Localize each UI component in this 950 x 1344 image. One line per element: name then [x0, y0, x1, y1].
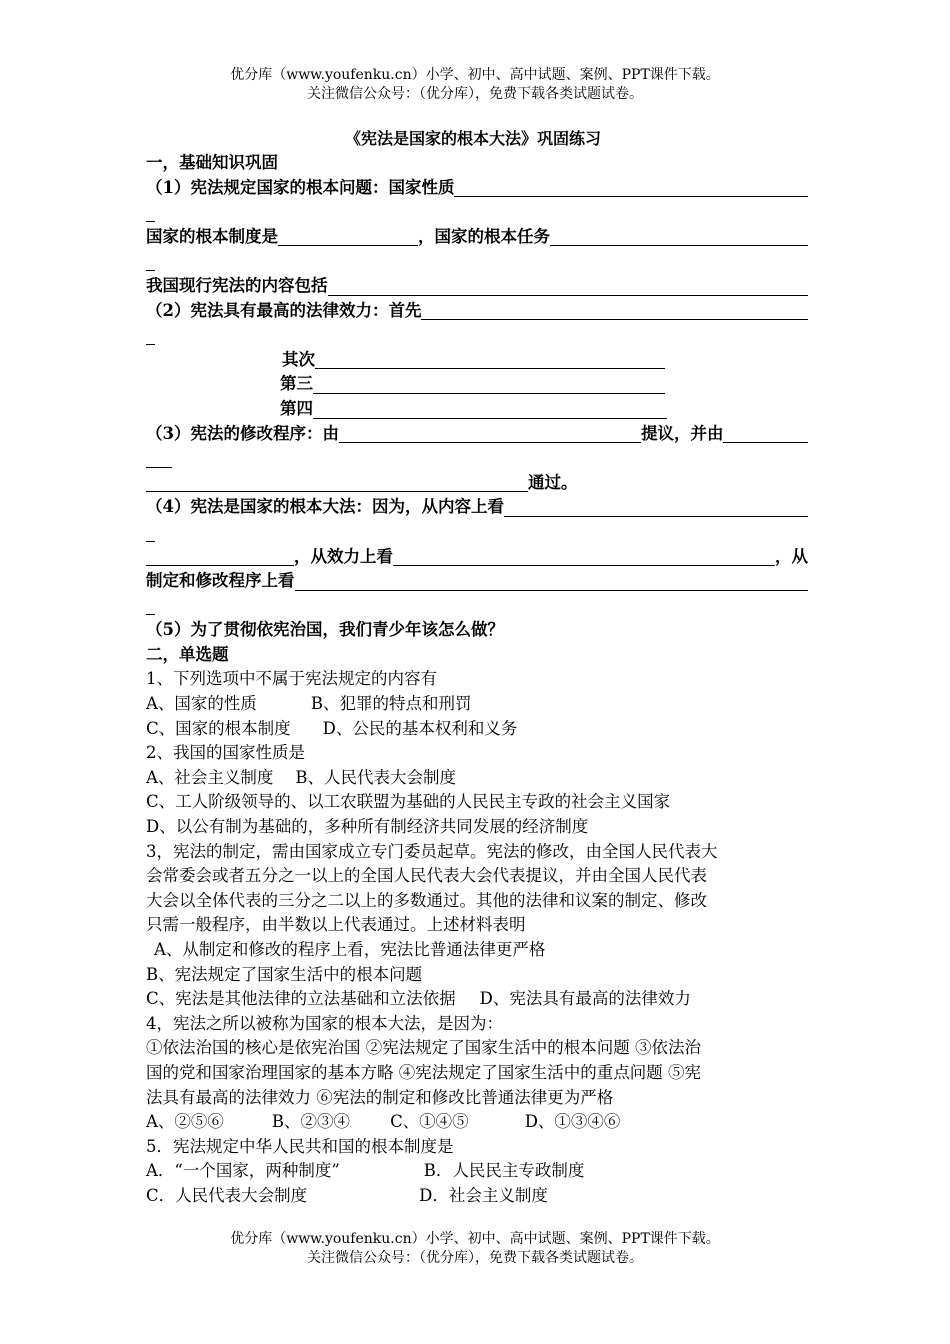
mc4-option-b[interactable]: B、②③④	[271, 1112, 351, 1132]
answer-blank[interactable]	[550, 226, 808, 246]
worksheet-title: 《宪法是国家的根本大法》巩固练习	[344, 129, 601, 148]
footer-line-1: 优分库（www.youfenku.cn）小学、初中、高中试题、案例、PPT课件下载。	[230, 1231, 720, 1247]
q3a-text: （3）宪法的修改程序：由	[146, 423, 339, 443]
mc2-option-d[interactable]: D、以公有制为基础的，多种所有制经济共同发展的经济制度	[146, 817, 589, 837]
mc3-option-c[interactable]: C、宪法是其他法律的立法基础和立法依据	[146, 989, 456, 1009]
mc4-option-d[interactable]: D、①③④⑥	[524, 1112, 621, 1132]
mc5-option-a[interactable]: A．“一个国家，两种制度”	[146, 1161, 340, 1181]
q2b-text: 其次	[282, 349, 315, 369]
q1b-mid-text: ，国家的根本任务	[418, 226, 550, 246]
q4b-line	[146, 545, 808, 570]
answer-blank[interactable]	[504, 497, 808, 517]
q3a-mid-text: 提议，并由	[640, 423, 724, 443]
answer-blank[interactable]	[315, 349, 665, 369]
mc3-option-a[interactable]: A、从制定和修改的程序上看，宪法比普通法律更严格	[154, 940, 546, 959]
q2c-line	[146, 372, 808, 397]
q2a-text: （2）宪法具有最高的法律效力：首先	[146, 300, 422, 320]
q1a-text: （1）宪法规定国家的根本问题：国家性质	[146, 177, 455, 197]
answer-blank[interactable]	[328, 276, 809, 296]
q3b-text: 通过。	[528, 472, 578, 492]
q1c-line	[146, 274, 808, 299]
blank-stub-line	[146, 249, 808, 274]
answer-blank[interactable]	[393, 546, 775, 566]
blank-stub-line	[146, 200, 808, 225]
mc1-option-b[interactable]: B、犯罪的特点和刑罚	[310, 694, 472, 714]
q5-line: （5）为了贯彻依宪治国，我们青少年该怎么做？	[146, 620, 504, 640]
mc5-options-ab	[146, 1159, 808, 1184]
q1a-line	[146, 176, 808, 201]
answer-blank-stub[interactable]	[146, 522, 155, 542]
q1b-line	[146, 225, 808, 250]
q3b-line	[146, 471, 808, 496]
mc3-option-d[interactable]: D、宪法具有最高的法律效力	[479, 989, 691, 1009]
mc4-statements-1: ①依法治国的核心是依宪治国 ②宪法规定了国家生活中的根本问题 ③依法治	[146, 1038, 701, 1058]
q4a-text: （4）宪法是国家的根本大法：因为，从内容上看	[146, 497, 504, 517]
mc1-options-cd	[146, 717, 808, 742]
q4c-line	[146, 569, 808, 594]
page-footer	[0, 1230, 950, 1268]
mc5-option-b[interactable]: B．人民民主专政制度	[423, 1161, 585, 1181]
mc3-stem-4: 只需一般程序，由半数以上代表通过。上述材料表明	[146, 915, 526, 935]
mc1-stem: 1、下列选项中不属于宪法规定的内容有	[146, 669, 437, 689]
mc4-options	[146, 1110, 808, 1135]
mc4-stem: 4，宪法之所以被称为国家的根本大法，是因为：	[146, 1013, 503, 1033]
mc2-option-b[interactable]: B、人民代表大会制度	[295, 767, 457, 787]
mc3-stem-1: 3，宪法的制定，需由国家成立专门委员起草。宪法的修改，由全国人民代表大	[146, 841, 718, 861]
q4a-line	[146, 495, 808, 520]
answer-blank[interactable]	[146, 546, 294, 566]
q2c-text: 第三	[280, 374, 313, 394]
mc1-option-c[interactable]: C、国家的根本制度	[146, 718, 291, 738]
mc3-stem-2: 会常委会或者五分之一以上的全国人民代表大会代表提议，并由全国人民代表	[146, 866, 707, 886]
mc4-option-c[interactable]: C、①④⑤	[390, 1112, 469, 1132]
q1c-text: 我国现行宪法的内容包括	[146, 275, 328, 295]
mc1-option-a[interactable]: A、国家的性质	[146, 694, 257, 714]
mc4-statements-3: 法具有最高的法律效力 ⑥宪法的制定和修改比普通法律更为严格	[146, 1087, 614, 1107]
answer-blank[interactable]	[723, 423, 808, 443]
q2a-line	[146, 299, 808, 324]
answer-blank[interactable]	[278, 226, 418, 246]
mc3-options-cd	[146, 987, 808, 1012]
section1-heading: 一，基础知识巩固	[146, 153, 278, 172]
mc1-option-d[interactable]: D、公民的基本权利和义务	[322, 718, 518, 738]
page-header	[0, 66, 950, 104]
q4b-mid-text: ，从效力上看	[294, 546, 393, 566]
mc5-option-c[interactable]: C．人民代表大会制度	[146, 1185, 308, 1205]
answer-blank[interactable]	[339, 423, 641, 443]
answer-blank[interactable]	[454, 177, 808, 197]
q1b-text: 国家的根本制度是	[146, 226, 278, 246]
answer-blank[interactable]	[421, 300, 808, 320]
answer-blank-stub[interactable]	[146, 251, 155, 271]
worksheet-body	[146, 127, 808, 1209]
q2d-line	[146, 397, 808, 422]
header-line-2: 关注微信公众号：（优分库），免费下载各类试题试卷。	[307, 86, 643, 102]
q3a-line	[146, 422, 808, 447]
mc5-option-d[interactable]: D．社会主义制度	[419, 1185, 548, 1205]
mc1-options-ab	[146, 692, 808, 717]
blank-stub-line	[146, 594, 808, 619]
q4b-end-text: ，从	[775, 546, 808, 566]
mc2-option-c[interactable]: C、工人阶级领导的、以工农联盟为基础的人民民主专政的社会主义国家	[146, 792, 671, 812]
answer-blank-stub[interactable]	[146, 325, 155, 345]
blank-stub-line	[146, 323, 808, 348]
mc4-statements-2: 国的党和国家治理国家的基本方略 ④宪法规定了国家生活中的重点问题 ⑤宪	[146, 1062, 701, 1082]
q4c-text: 制定和修改程序上看	[146, 571, 295, 591]
mc3-stem-3: 大会以全体代表的三分之二以上的多数通过。其他的法律和议案的制定、修改	[146, 890, 707, 910]
answer-blank[interactable]	[313, 374, 665, 394]
mc2-stem: 2、我国的国家性质是	[146, 743, 305, 763]
answer-blank-stub[interactable]	[146, 448, 172, 468]
mc3-option-b[interactable]: B、宪法规定了国家生活中的根本问题	[146, 964, 423, 984]
q2b-line	[146, 348, 808, 373]
mc2-option-a[interactable]: A、社会主义制度	[146, 767, 274, 787]
section2-heading: 二，单选题	[146, 644, 229, 664]
mc4-option-a[interactable]: A、②⑤⑥	[146, 1112, 224, 1132]
answer-blank[interactable]	[313, 399, 667, 419]
header-line-1: 优分库（www.youfenku.cn）小学、初中、高中试题、案例、PPT课件下载。	[230, 67, 720, 83]
q2d-text: 第四	[280, 398, 313, 418]
blank-stub-line	[146, 520, 808, 545]
mc2-options-ab	[146, 766, 808, 791]
answer-blank-stub[interactable]	[146, 202, 155, 222]
answer-blank-stub[interactable]	[146, 595, 155, 615]
mc5-options-cd	[146, 1184, 808, 1209]
mc5-stem: 5．宪法规定中华人民共和国的根本制度是	[146, 1136, 454, 1156]
footer-line-2: 关注微信公众号：（优分库），免费下载各类试题试卷。	[307, 1250, 643, 1266]
answer-blank[interactable]	[295, 571, 809, 591]
blank-stub-line	[146, 446, 808, 471]
answer-blank[interactable]	[146, 472, 528, 492]
